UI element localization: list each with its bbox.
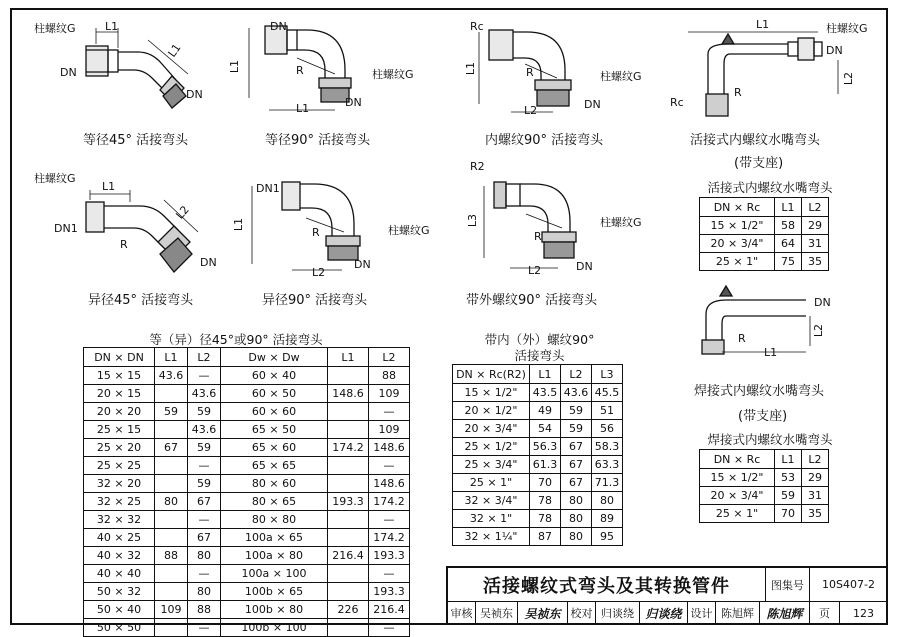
fig7-radius-label: R <box>534 230 542 243</box>
table-elbow-cell: 59 <box>155 403 188 421</box>
designer-signature: 陈旭辉 <box>760 602 810 625</box>
table-thread-cell: 78 <box>530 492 561 510</box>
table-elbow-cell <box>328 583 369 601</box>
fig6-dn1-label: DN1 <box>256 182 280 195</box>
atlas-number-label: 图集号 <box>766 568 810 602</box>
table-elbow-row <box>84 529 410 547</box>
fig8-subcaption: (带支座) <box>738 409 788 424</box>
table-weld-row <box>700 487 829 505</box>
fig4-radius-label: R <box>734 86 742 99</box>
fig2-dn2-label: DN <box>345 96 362 109</box>
table-live-row <box>700 217 829 235</box>
table-elbow-cell: 109 <box>369 421 410 439</box>
fig5-dn-label: DN <box>200 256 217 269</box>
table-elbow-cell: — <box>369 619 410 637</box>
table-live-header-row <box>700 198 829 217</box>
fig6-l2-label: L2 <box>312 266 326 279</box>
table-elbow-row <box>84 565 410 583</box>
table-live-title: 活接式内螺纹水嘴弯头 <box>707 180 833 195</box>
atlas-number: 10S407-2 <box>810 568 888 602</box>
table-thread-row <box>453 528 623 546</box>
table-thread-row <box>453 510 623 528</box>
designer-name: 陈旭辉 <box>716 602 760 625</box>
fig6-caption: 异径90° 活接弯头 <box>262 293 368 308</box>
fig1-l1-top-label: L1 <box>105 20 119 33</box>
table-thread-header: L1 <box>530 365 561 384</box>
table-elbow-cell: 67 <box>155 439 188 457</box>
table-live-cell: 31 <box>802 235 829 253</box>
table-weld-cell: 70 <box>775 505 802 523</box>
table-weld-cell: 35 <box>802 505 829 523</box>
table-elbow-cell: — <box>369 565 410 583</box>
fig7-l2-label: L2 <box>528 264 542 277</box>
table-thread-cell: 80 <box>561 510 592 528</box>
fig4-l2-label: L2 <box>842 71 856 86</box>
table-elbow-cell: 109 <box>155 601 188 619</box>
table-elbow-cell <box>155 385 188 403</box>
table-elbow-cell: 43.6 <box>155 367 188 385</box>
table-elbow-cell: 32 × 25 <box>84 493 155 511</box>
table-elbow-cell: 100a × 65 <box>221 529 328 547</box>
table-thread-cell: 61.3 <box>530 456 561 474</box>
drawing-title: 活接螺纹式弯头及其转换管件 <box>448 568 766 602</box>
table-weld-row <box>700 505 829 523</box>
table-elbow-cell <box>328 511 369 529</box>
table-thread-header-row <box>453 365 623 384</box>
table-thread-cell: 63.3 <box>592 456 623 474</box>
table-elbow-cell <box>328 403 369 421</box>
fig6-thread-label: 柱螺纹G <box>388 224 430 237</box>
table-weld-header: L2 <box>802 450 829 469</box>
table-elbow-cell: 148.6 <box>369 439 410 457</box>
table-elbow-header-row <box>84 348 410 367</box>
table-thread-cell: 25 × 3/4" <box>453 456 530 474</box>
table-weld-header-row <box>700 450 829 469</box>
table-elbow-cell: 15 × 15 <box>84 367 155 385</box>
fig6-dn-label: DN <box>354 258 371 271</box>
table-elbow-cell <box>155 475 188 493</box>
table-weld-cell: 20 × 3/4" <box>700 487 775 505</box>
table-elbow-title: 等（异）径45°或90° 活接弯头 <box>149 332 323 347</box>
table-thread-cell: 25 × 1/2" <box>453 438 530 456</box>
fig7-l3-label: L3 <box>466 213 480 228</box>
fig1-l1-diag-label: L1 <box>165 41 184 60</box>
table-elbow-cell: 40 × 25 <box>84 529 155 547</box>
table-weld-cell: 53 <box>775 469 802 487</box>
table-elbow-cell: 50 × 40 <box>84 601 155 619</box>
table-weld-cell: 25 × 1" <box>700 505 775 523</box>
table-thread-cell: 32 × 1" <box>453 510 530 528</box>
table-elbow-cell: 60 × 50 <box>221 385 328 403</box>
table-weld-title: 焊接式内螺纹水嘴弯头 <box>707 432 833 447</box>
fig8-caption: 焊接式内螺纹水嘴弯头 <box>694 384 825 399</box>
fig2-l1-vertical-label: L1 <box>228 59 242 74</box>
table-live-cell: 75 <box>775 253 802 271</box>
table-elbow-cell: 80 × 65 <box>221 493 328 511</box>
fig1-thread-label: 柱螺纹G <box>34 22 76 35</box>
table-elbow-cell: 88 <box>369 367 410 385</box>
table-elbow-cell: 20 × 15 <box>84 385 155 403</box>
fig6-l1-label: L1 <box>232 217 246 232</box>
table-elbow-cell: 20 × 20 <box>84 403 155 421</box>
fig8-radius-label: R <box>738 332 746 345</box>
table-thread-header: L2 <box>561 365 592 384</box>
table-elbow-cell: — <box>369 511 410 529</box>
table-elbow-row <box>84 601 410 619</box>
check-label: 校对 <box>568 602 596 625</box>
fig8-l2-label: L2 <box>812 323 826 338</box>
table-elbow-cell: 50 × 32 <box>84 583 155 601</box>
table-thread-row <box>453 492 623 510</box>
table-elbow-cell: 100a × 100 <box>221 565 328 583</box>
table-elbow-cell: 80 <box>188 583 221 601</box>
table-elbow-cell <box>328 457 369 475</box>
table-elbow-cell: — <box>188 619 221 637</box>
title-block <box>446 566 888 625</box>
table-elbow-cell: — <box>188 511 221 529</box>
fig4-caption: 活接式内螺纹水嘴弯头 <box>690 133 821 148</box>
table-thread-row <box>453 456 623 474</box>
table-elbow-header: DN × DN <box>84 348 155 367</box>
table-weld-cell: 31 <box>802 487 829 505</box>
fig4-dn-label: DN <box>826 44 843 57</box>
table-elbow-cell: 65 × 65 <box>221 457 328 475</box>
table-elbow-cell: 226 <box>328 601 369 619</box>
faucet-elbow-welded-drawing <box>690 280 830 370</box>
table-elbow-cell <box>155 565 188 583</box>
table-thread-cell: 71.3 <box>592 474 623 492</box>
table-elbow-cell: — <box>369 457 410 475</box>
table-elbow-cell: 174.2 <box>328 439 369 457</box>
table-elbow-cell <box>155 511 188 529</box>
table-elbow-cell <box>155 457 188 475</box>
fig5-dn1-label: DN1 <box>54 222 78 235</box>
table-thread-cell: 59 <box>561 402 592 420</box>
fig5-thread-label: 柱螺纹G <box>34 172 76 185</box>
fig5-caption: 异径45° 活接弯头 <box>88 293 194 308</box>
table-elbow-cell: 60 × 40 <box>221 367 328 385</box>
table-elbow-row <box>84 403 410 421</box>
table-elbow-cell: — <box>188 367 221 385</box>
table-thread-cell: 80 <box>592 492 623 510</box>
table-thread-cell: 87 <box>530 528 561 546</box>
table-thread-cell: 51 <box>592 402 623 420</box>
table-elbow-cell <box>328 619 369 637</box>
table-elbow-row <box>84 547 410 565</box>
table-thread-cell: 56.3 <box>530 438 561 456</box>
table-elbow-header: L1 <box>155 348 188 367</box>
table-elbow-cell: 65 × 60 <box>221 439 328 457</box>
table-elbow-cell <box>328 421 369 439</box>
table-elbow-cell: 100a × 80 <box>221 547 328 565</box>
table-thread-cell: 45.5 <box>592 384 623 402</box>
checker-name: 归谈绕 <box>596 602 640 625</box>
table-elbow-cell: 80 × 80 <box>221 511 328 529</box>
review-label: 审核 <box>448 602 476 625</box>
elbow-45-reducing-drawing <box>60 180 220 285</box>
table-elbow-cell: 32 × 20 <box>84 475 155 493</box>
table-live-row <box>700 235 829 253</box>
fig7-thread-label: 柱螺纹G <box>600 216 642 229</box>
table-thread-cell: 32 × 3/4" <box>453 492 530 510</box>
table-weld-header: L1 <box>775 450 802 469</box>
table-elbow-cell: 80 <box>155 493 188 511</box>
fig2-caption: 等径90° 活接弯头 <box>265 133 371 148</box>
table-live-cell: 58 <box>775 217 802 235</box>
table-elbow-row <box>84 439 410 457</box>
table-elbow-cell: 80 × 60 <box>221 475 328 493</box>
table-elbow-header: Dw × Dw <box>221 348 328 367</box>
table-thread-cell: 43.5 <box>530 384 561 402</box>
table-thread-cell: 78 <box>530 510 561 528</box>
table-elbow-cell: 100b × 65 <box>221 583 328 601</box>
design-label: 设计 <box>688 602 716 625</box>
fig7-caption: 带外螺纹90° 活接弯头 <box>466 293 598 308</box>
fig3-radius-label: R <box>526 66 534 79</box>
table-elbow-cell: 40 × 40 <box>84 565 155 583</box>
table-thread-cell: 67 <box>561 438 592 456</box>
table-elbow-cell: — <box>188 565 221 583</box>
table-thread-cell: 67 <box>561 456 592 474</box>
table-elbow-cell: 148.6 <box>369 475 410 493</box>
table-elbow-cell: 67 <box>188 493 221 511</box>
table-elbow-cell: 174.2 <box>369 493 410 511</box>
table-thread-header: DN × Rc(R2) <box>453 365 530 384</box>
table-elbow-cell: 216.4 <box>328 547 369 565</box>
table-live-row <box>700 253 829 271</box>
table-elbow-cell: 88 <box>188 601 221 619</box>
table-elbow-cell: 65 × 50 <box>221 421 328 439</box>
fig8-dn-label: DN <box>814 296 831 309</box>
table-thread-row <box>453 474 623 492</box>
fig4-thread-label: 柱螺纹G <box>826 22 868 35</box>
table-elbow-cell: 59 <box>188 475 221 493</box>
table-elbow-cell <box>155 529 188 547</box>
table-thread-cell: 67 <box>561 474 592 492</box>
fig4-rc-label: Rc <box>670 96 684 109</box>
table-live-cell: 29 <box>802 217 829 235</box>
table-weld-row <box>700 469 829 487</box>
table-elbow-cell: 60 × 60 <box>221 403 328 421</box>
table-thread-cell: 89 <box>592 510 623 528</box>
table-thread-cell: 95 <box>592 528 623 546</box>
page-label: 页 <box>810 602 840 625</box>
fig2-dn-label: DN <box>270 20 287 33</box>
table-thread-cell: 54 <box>530 420 561 438</box>
table-thread-row <box>453 420 623 438</box>
table-elbow-row <box>84 367 410 385</box>
table-thread-cell: 80 <box>561 528 592 546</box>
table-live-cell: 25 × 1" <box>700 253 775 271</box>
table-elbow-cell: 216.4 <box>369 601 410 619</box>
table-elbow-cell: 25 × 25 <box>84 457 155 475</box>
table-elbow-cell: 67 <box>188 529 221 547</box>
checker-signature: 归谈绕 <box>640 602 688 625</box>
fig7-dn-label: DN <box>576 260 593 273</box>
fig3-l1-label: L1 <box>464 61 478 76</box>
table-live-cell: 15 × 1/2" <box>700 217 775 235</box>
table-elbow-header: L2 <box>188 348 221 367</box>
table-live-cell: 35 <box>802 253 829 271</box>
table-elbow-cell: 174.2 <box>369 529 410 547</box>
fig3-thread-label: 柱螺纹G <box>600 70 642 83</box>
table-elbow-cell: 25 × 20 <box>84 439 155 457</box>
page-number: 123 <box>840 602 888 625</box>
table-live-header: L2 <box>802 198 829 217</box>
fig1-caption: 等径45° 活接弯头 <box>83 133 189 148</box>
table-weld <box>699 449 829 523</box>
elbow-45-equal-drawing <box>60 20 210 125</box>
table-elbow-row <box>84 457 410 475</box>
table-elbow-row <box>84 421 410 439</box>
table-thread-header: L3 <box>592 365 623 384</box>
table-elbow-header: L2 <box>369 348 410 367</box>
table-thread-title-line2: 活接弯头 <box>514 348 565 363</box>
table-elbow-row <box>84 583 410 601</box>
fig8-l1-label: L1 <box>764 346 778 359</box>
fig5-radius-label: R <box>120 238 128 251</box>
fig5-l1-label: L1 <box>102 180 116 193</box>
fig2-l1-horizontal-label: L1 <box>296 102 310 115</box>
table-elbow-cell <box>328 529 369 547</box>
fig4-subcaption: (带支座) <box>734 156 784 171</box>
fig7-r2-label: R2 <box>470 160 485 173</box>
table-thread-cell: 43.6 <box>561 384 592 402</box>
table-thread-row <box>453 384 623 402</box>
table-thread-cell: 58.3 <box>592 438 623 456</box>
table-elbow-cell: 32 × 32 <box>84 511 155 529</box>
table-elbow-cell <box>155 619 188 637</box>
table-elbow-cell: 59 <box>188 439 221 457</box>
table-elbow-cell <box>155 583 188 601</box>
table-thread-title-line1: 带内（外）螺纹90° <box>484 332 595 347</box>
table-elbow-cell <box>328 475 369 493</box>
fig1-dn2-label: DN <box>186 88 203 101</box>
table-live-header: DN × Rc <box>700 198 775 217</box>
table-elbow-cell: — <box>188 457 221 475</box>
table-elbow-row <box>84 475 410 493</box>
table-elbow-cell: 80 <box>188 547 221 565</box>
table-thread-cell: 32 × 1¼" <box>453 528 530 546</box>
fig3-dn-label: DN <box>584 98 601 111</box>
reviewer-name: 吴祯东 <box>476 602 518 625</box>
table-elbow-cell: 50 × 50 <box>84 619 155 637</box>
table-live-header: L1 <box>775 198 802 217</box>
table-weld-cell: 59 <box>775 487 802 505</box>
table-elbow-cell: 59 <box>188 403 221 421</box>
fig1-dn-label: DN <box>60 66 77 79</box>
table-elbow-row <box>84 619 410 637</box>
table-thread-cell: 59 <box>561 420 592 438</box>
table-weld-cell: 15 × 1/2" <box>700 469 775 487</box>
table-thread-cell: 70 <box>530 474 561 492</box>
table-elbow-cell: 25 × 15 <box>84 421 155 439</box>
table-thread-row <box>453 438 623 456</box>
table-elbow-cell: 193.3 <box>328 493 369 511</box>
table-live <box>699 197 829 271</box>
faucet-elbow-live-drawing <box>668 24 858 124</box>
table-elbow-cell: 43.6 <box>188 421 221 439</box>
table-elbow-header: L1 <box>328 348 369 367</box>
fig2-radius-label: R <box>296 64 304 77</box>
table-thread-row <box>453 402 623 420</box>
table-elbow-cell <box>155 421 188 439</box>
table-live-cell: 20 × 3/4" <box>700 235 775 253</box>
table-elbow-cell: 100b × 100 <box>221 619 328 637</box>
fig3-rc-label: Rc <box>470 20 484 33</box>
table-elbow <box>83 347 410 637</box>
table-elbow-cell: 43.6 <box>188 385 221 403</box>
table-elbow-cell <box>328 565 369 583</box>
fig6-radius-label: R <box>312 226 320 239</box>
fig3-l2-label: L2 <box>524 104 538 117</box>
table-elbow-cell: — <box>369 403 410 421</box>
table-elbow-cell: 109 <box>369 385 410 403</box>
table-thread-cell: 49 <box>530 402 561 420</box>
table-elbow-cell <box>328 367 369 385</box>
table-weld-header: DN × Rc <box>700 450 775 469</box>
table-elbow-cell: 40 × 32 <box>84 547 155 565</box>
table-elbow-row <box>84 493 410 511</box>
table-weld-cell: 29 <box>802 469 829 487</box>
table-elbow-cell: 193.3 <box>369 583 410 601</box>
fig2-thread-label: 柱螺纹G <box>372 68 414 81</box>
fig3-caption: 内螺纹90° 活接弯头 <box>485 133 604 148</box>
fig5-l2-label: L2 <box>173 203 192 222</box>
table-live-cell: 64 <box>775 235 802 253</box>
table-thread-cell: 20 × 1/2" <box>453 402 530 420</box>
table-thread-cell: 20 × 3/4" <box>453 420 530 438</box>
table-thread-cell: 25 × 1" <box>453 474 530 492</box>
table-elbow-cell: 88 <box>155 547 188 565</box>
fig4-l1-label: L1 <box>756 18 770 31</box>
table-elbow-row <box>84 385 410 403</box>
table-elbow-cell: 100b × 80 <box>221 601 328 619</box>
table-thread-cell: 56 <box>592 420 623 438</box>
reviewer-signature: 吴祯东 <box>518 602 568 625</box>
table-elbow-cell: 148.6 <box>328 385 369 403</box>
table-elbow-row <box>84 511 410 529</box>
table-elbow-cell: 193.3 <box>369 547 410 565</box>
table-thread-cell: 80 <box>561 492 592 510</box>
table-thread <box>452 364 623 546</box>
table-thread-cell: 15 × 1/2" <box>453 384 530 402</box>
